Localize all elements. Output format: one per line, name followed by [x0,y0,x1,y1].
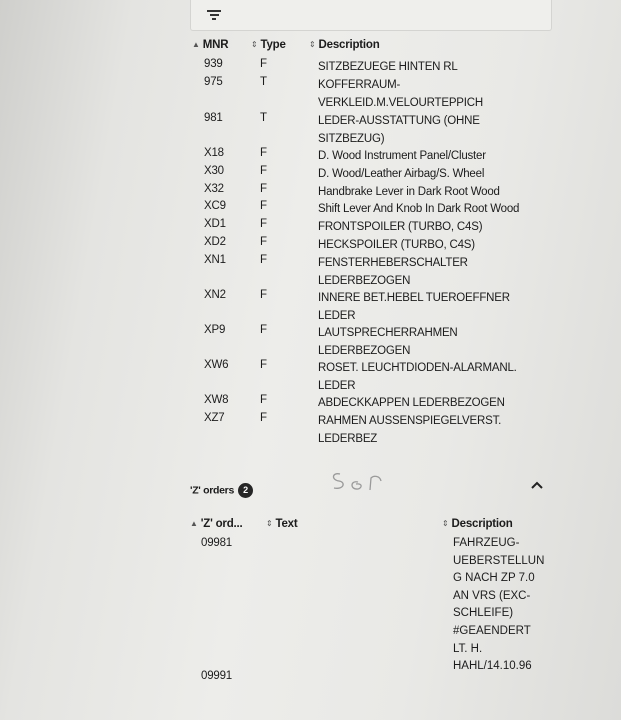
description-line: FAHRZEUG- [453,537,520,549]
description-line: LEDERBEZOGEN [318,345,411,357]
sort-icon: ⇕ [442,519,449,528]
mnr-cell: XD2 [204,236,226,248]
column-header-type[interactable]: ⇕ Type [251,39,286,51]
description-line: KOFFERRAUM- [318,79,401,91]
description-cell: Handbrake Lever in Dark Root Wood [318,186,500,198]
sort-icon: ⇕ [309,40,316,49]
z-order-cell: 09991 [201,670,232,682]
count-badge: 2 [238,483,253,498]
handwritten-mark [328,466,398,496]
mnr-cell: 981 [204,112,223,124]
description-line: LEDER [318,310,356,322]
z-description-cell [453,535,553,676]
description-line: FENSTERHEBERSCHALTER [318,257,468,269]
mnr-cell: XW8 [204,394,229,406]
type-cell: F [260,218,267,230]
mnr-cell: X18 [204,147,224,159]
type-cell: F [260,289,267,301]
type-cell: F [260,412,267,424]
description-line: ROSET. LEUCHTDIODEN-ALARMANL. [318,362,517,374]
description-line: RAHMEN AUSSENSPIEGELVERST. [318,415,502,427]
description-cell: HECKSPOILER (TURBO, C4S) [318,239,475,251]
mnr-cell: 975 [204,76,223,88]
type-cell: F [260,58,267,70]
chevron-up-icon[interactable] [530,480,544,490]
type-cell: F [260,324,267,336]
description-line: AN VRS (EXC- [453,589,531,602]
description-line: UEBERSTELLUN [453,554,545,567]
mnr-cell: X32 [204,183,224,195]
description-cell [318,412,533,448]
column-header-mnr[interactable]: ▲ MNR [192,39,229,51]
description-cell [318,112,533,148]
z-orders-section-title: 'Z' orders 2 [190,483,253,498]
description-cell: ABDECKKAPPEN LEDERBEZOGEN [318,397,505,409]
mnr-cell: XP9 [204,324,226,336]
description-line: LEDER [318,380,356,392]
type-cell: F [260,147,267,159]
type-cell: T [260,76,267,88]
mnr-cell: XD1 [204,218,226,230]
description-cell: SITZBEZUEGE HINTEN RL [318,61,458,73]
description-line: G NACH ZP 7.0 [453,572,535,585]
column-header-z-description[interactable]: ⇕ Description [442,518,513,530]
description-line: SITZBEZUG) [318,133,385,145]
filter-icon[interactable] [207,10,221,20]
description-cell [318,324,533,360]
mnr-cell: XZ7 [204,412,225,424]
type-cell: F [260,359,267,371]
description-line: LEDERBEZOGEN [318,275,411,287]
mnr-cell: XN2 [204,289,226,301]
description-cell [318,254,533,290]
description-line: VERKLEID.M.VELOURTEPPICH [318,97,483,109]
sort-icon: ⇕ [251,40,258,49]
z-order-cell: 09981 [201,537,232,549]
type-cell: F [260,236,267,248]
type-cell: F [260,254,267,266]
filter-bar[interactable] [190,0,552,31]
description-line: #GEAENDERT [453,624,531,637]
type-cell: F [260,183,267,195]
description-line: LEDER-AUSSTATTUNG (OHNE [318,115,480,127]
mnr-cell: XN1 [204,254,226,266]
type-cell: F [260,394,267,406]
mnr-cell: X30 [204,165,224,177]
column-header-text[interactable]: ⇕ Text [266,518,298,530]
description-cell [318,289,533,325]
description-cell [318,359,533,395]
column-header-description[interactable]: ⇕ Description [309,39,380,51]
description-line: SCHLEIFE) [453,607,514,620]
type-cell: F [260,200,267,212]
sort-icon: ▲ [192,40,200,49]
description-cell: D. Wood/Leather Airbag/S. Wheel [318,168,485,180]
column-header-z-order[interactable]: ▲ 'Z' ord... [190,518,243,530]
description-cell [318,76,533,112]
type-cell: F [260,165,267,177]
description-cell: FRONTSPOILER (TURBO, C4S) [318,221,483,233]
mnr-cell: XW6 [204,359,229,371]
description-line: LT. H. [453,642,483,655]
description-line: INNERE BET.HEBEL TUEROEFFNER [318,292,510,304]
description-cell: D. Wood Instrument Panel/Cluster [318,150,486,162]
sort-icon: ▲ [190,519,198,528]
mnr-cell: XC9 [204,200,226,212]
description-cell: Shift Lever And Knob In Dark Root Wood [318,203,520,215]
description-line: LEDERBEZ [318,433,378,445]
description-line: LAUTSPRECHERRAHMEN [318,327,458,339]
sort-icon: ⇕ [266,519,273,528]
mnr-cell: 939 [204,58,223,70]
description-line: HAHL/14.10.96 [453,660,532,673]
type-cell: T [260,112,267,124]
